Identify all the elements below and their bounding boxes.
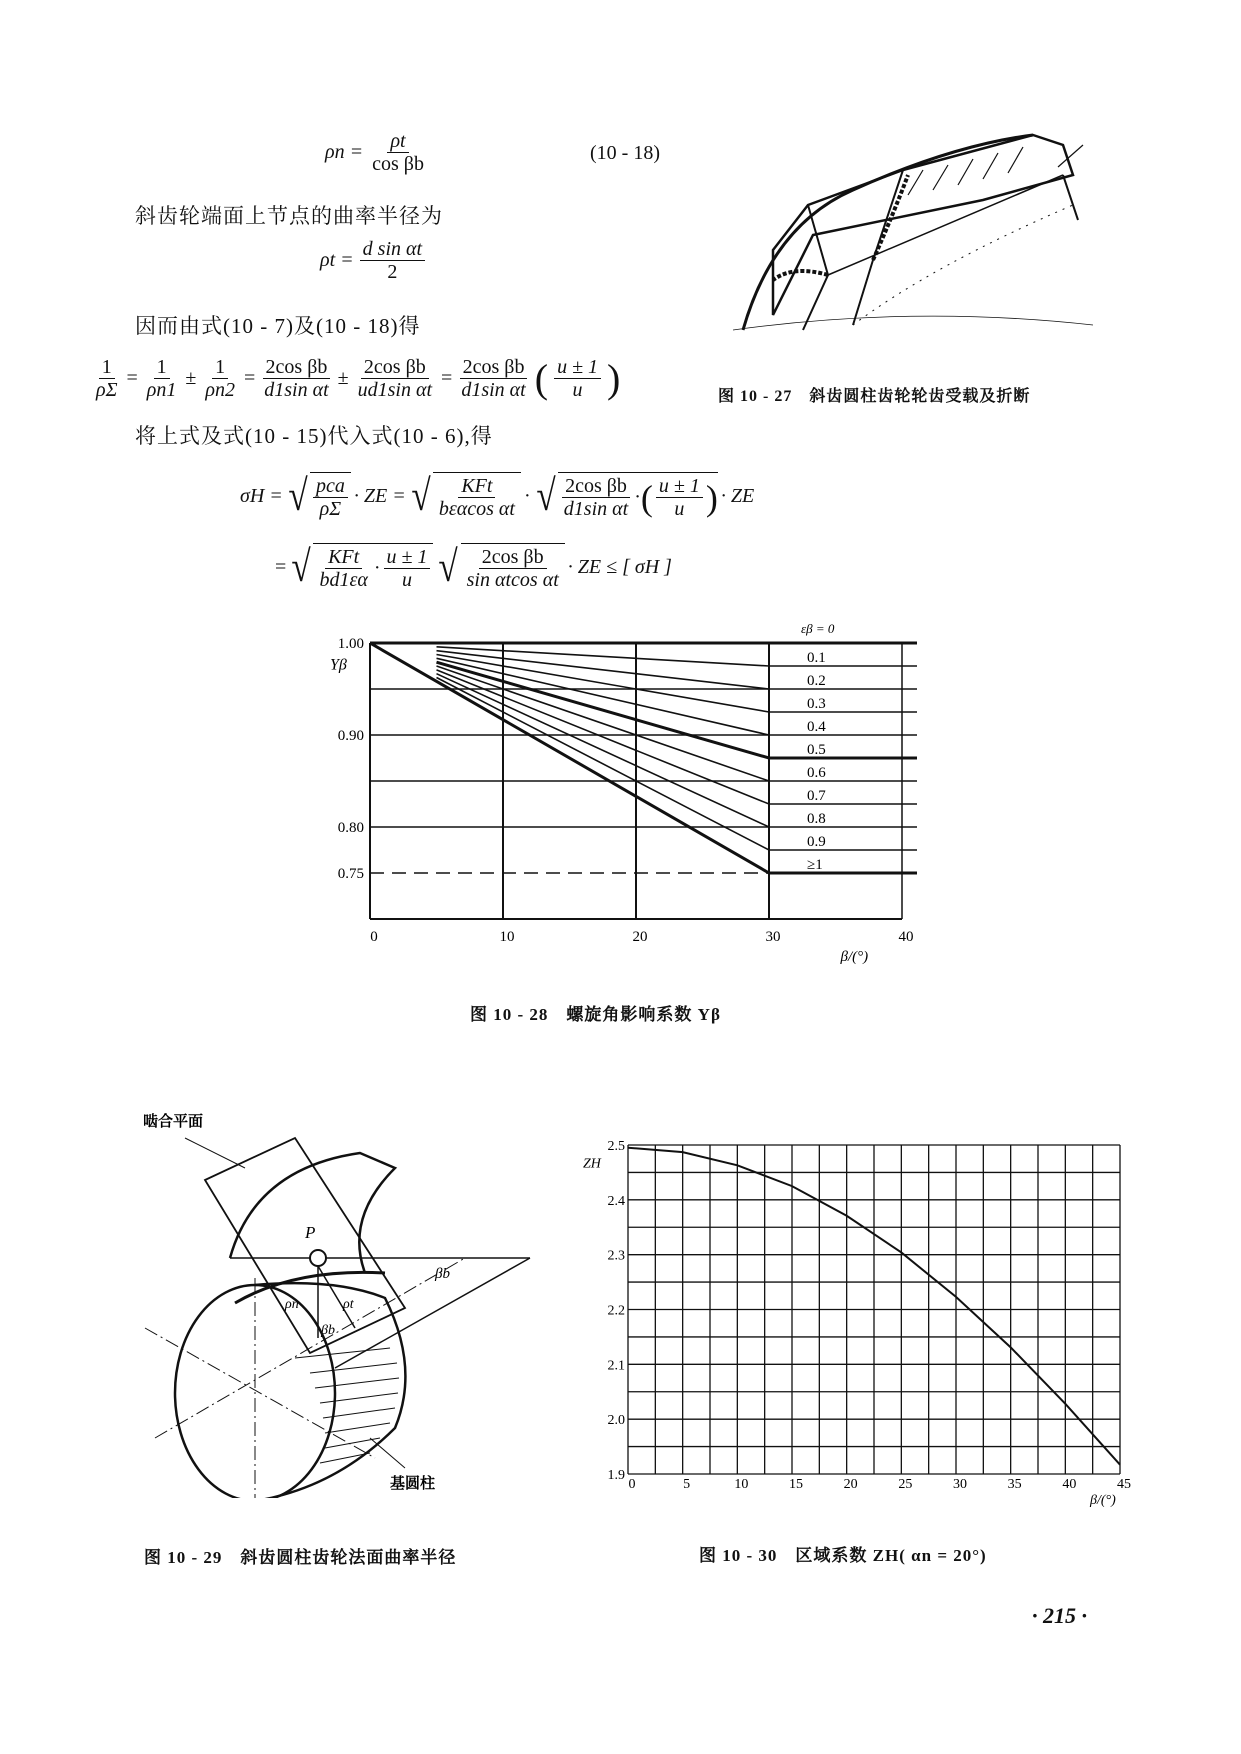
series-line-eps-0.9: [437, 678, 918, 851]
y-tick-label: 0.90: [337, 728, 364, 744]
plus-minus: ±: [185, 367, 197, 389]
helical-gear-normal-curvature-illustration: [135, 1108, 535, 1498]
denominator: u: [401, 569, 412, 591]
operator: ·: [373, 557, 381, 579]
legend-label: 0.7: [807, 788, 826, 804]
equation-sigma-h-line1: [240, 472, 754, 520]
y-tick-label: 0.75: [337, 866, 364, 882]
x-tick-label: 10: [734, 1477, 749, 1492]
fraction: [202, 356, 238, 401]
denominator: ρΣ: [96, 379, 118, 401]
legend-label: 0.1: [807, 650, 826, 666]
x-axis-label: β/(°): [840, 949, 869, 965]
paren-open: (: [534, 356, 549, 401]
x-tick-label: 30: [953, 1477, 967, 1492]
sqrt: √ $\frac{\text{2cos βb}}{\text{sin αtcos αt}}$: [436, 543, 564, 591]
numerator: pca: [313, 475, 348, 498]
operator: · ZE ≤ [ σH ]: [567, 555, 672, 578]
numerator: KFt: [325, 546, 362, 569]
fraction: [554, 356, 601, 401]
numerator: 2cos βb: [361, 356, 429, 379]
y-tick-label: 2.4: [607, 1193, 625, 1209]
x-tick-label: 45: [1117, 1477, 1131, 1492]
paragraph-text: 将上式及式(10 - 15)代入式(10 - 6),得: [135, 424, 493, 448]
denominator: ρn2: [205, 379, 235, 401]
legend-label: 0.6: [807, 765, 826, 781]
paragraph-text: 因而由式(10 - 7)及(10 - 18)得: [135, 314, 421, 338]
equals: =: [275, 555, 287, 578]
denominator: d1sin αt: [264, 379, 329, 401]
denominator: d1sin αt: [563, 498, 629, 520]
equation-curvature-sum: [90, 355, 620, 402]
x-tick-label: 40: [1062, 1477, 1077, 1492]
operator: ·: [634, 486, 641, 508]
fraction: [261, 356, 331, 401]
figure-10-29-caption: 图 10 - 29 斜齿圆柱齿轮法面曲率半径: [144, 1548, 457, 1567]
fraction: [458, 356, 528, 401]
legend-label: 0.8: [807, 811, 826, 827]
denominator: 2: [387, 261, 398, 283]
x-tick-label: 0: [628, 1477, 636, 1492]
x-tick-label: 40: [898, 929, 914, 945]
denominator: cos βb: [372, 153, 424, 175]
legend-label: 0.9: [807, 834, 826, 850]
legend-title: εβ = 0: [801, 621, 835, 636]
numerator: u ± 1: [656, 475, 703, 498]
sqrt: √ $\frac{\text{KFt}}{\text{bεαcos αt}}$: [409, 472, 521, 520]
fraction: [355, 356, 435, 401]
equation-rho-t: [320, 238, 428, 283]
denominator: u: [572, 379, 583, 401]
paragraph-text: 斜齿轮端面上节点的曲率半径为: [135, 204, 443, 228]
equation-sigma-h-line2: [275, 543, 672, 591]
denominator: sin αtcos αt: [466, 569, 559, 591]
x-tick-label: 25: [898, 1477, 913, 1492]
label-beta-b-inner: βb: [321, 1323, 335, 1338]
legend-label: 0.2: [807, 673, 826, 689]
x-tick-label: 30: [765, 929, 781, 945]
chart-helix-angle-factor: [300, 610, 940, 970]
eq-lhs: σH =: [240, 484, 283, 507]
y-tick-label: 0.80: [337, 820, 364, 836]
legend-label: 0.5: [807, 742, 826, 758]
numerator: ρt: [387, 130, 408, 153]
operator: · ZE: [720, 484, 755, 507]
equation-number: (10 - 18): [590, 142, 660, 164]
legend-label: ≥1: [807, 857, 823, 873]
y-tick-label: 2.2: [607, 1303, 625, 1319]
numerator: 1: [99, 356, 115, 379]
numerator: u ± 1: [554, 356, 601, 379]
denominator: bd1εα: [319, 569, 368, 591]
gear-tooth-load-illustration: [733, 115, 1093, 340]
plus-minus: ±: [337, 367, 349, 389]
denominator: bεαcos αt: [438, 498, 515, 520]
y-tick-label: 2.0: [607, 1413, 625, 1429]
denominator: ud1sin αt: [357, 379, 433, 401]
equals: =: [126, 367, 138, 389]
numerator: KFt: [458, 475, 495, 498]
x-tick-label: 15: [789, 1477, 803, 1492]
label-base-cylinder: 基圆柱: [390, 1476, 436, 1492]
denominator: u: [674, 498, 685, 520]
series-line-eps-0.5: [437, 662, 918, 758]
fraction: [360, 238, 425, 283]
eq-lhs: ρn =: [325, 141, 364, 163]
y-tick-label: 2.1: [607, 1358, 625, 1374]
sqrt: √ $\frac{\text{pca}}{\rho\Sigma}$: [286, 472, 351, 520]
figure-10-30-caption: 图 10 - 30 区域系数 ZH( αn = 20°): [699, 1546, 987, 1565]
fraction: [369, 130, 427, 175]
numerator: 2cos βb: [562, 475, 630, 498]
y-tick-label: 2.5: [607, 1139, 625, 1154]
x-tick-label: 20: [843, 1477, 858, 1492]
x-tick-label: 20: [632, 929, 648, 945]
numerator: 1: [212, 356, 228, 379]
legend-label: 0.3: [807, 696, 826, 712]
x-tick-label: 5: [683, 1477, 691, 1492]
y-tick-label: 2.3: [607, 1248, 625, 1264]
label-beta-b: βb: [435, 1266, 450, 1282]
numerator: u ± 1: [384, 546, 431, 569]
fraction: [93, 356, 120, 401]
figure-10-28-caption: 图 10 - 28 螺旋角影响系数 Yβ: [470, 1005, 721, 1024]
y-tick-label: 1.00: [337, 636, 364, 652]
numerator: d sin αt: [360, 238, 425, 261]
numerator: 2cos βb: [263, 356, 331, 379]
label-mesh-plane: 啮合平面: [143, 1114, 204, 1130]
y-tick-label: 1.9: [607, 1468, 625, 1483]
equals: =: [243, 367, 256, 389]
operator: · ZE =: [353, 484, 406, 507]
figure-10-27-caption: 图 10 - 27 斜齿圆柱齿轮轮齿受载及折断: [718, 388, 1031, 405]
equation-10-18: [325, 130, 430, 175]
series-line-eps-0.1: [437, 647, 918, 666]
operator: ·: [523, 484, 531, 507]
y-axis-label: ZH: [583, 1156, 601, 1172]
eq-lhs: ρt =: [320, 249, 354, 271]
x-tick-label: 35: [1007, 1477, 1022, 1492]
denominator: ρΣ: [319, 498, 342, 520]
denominator: ρn1: [146, 379, 177, 401]
equals: =: [441, 367, 453, 389]
sqrt: √ $\frac{\text{2cos βb}}{\text{d1sin αt}}$ · ( $\frac{u \pm 1}{u}$ ): [536, 471, 718, 520]
fraction: [144, 356, 180, 401]
legend-label: 0.4: [807, 719, 826, 735]
x-axis-label: β/(°): [1090, 1493, 1116, 1508]
x-tick-label: 0: [370, 929, 378, 945]
page-number: · 215 ·: [1032, 1603, 1087, 1628]
label-rho-t: ρt: [343, 1297, 354, 1312]
paren-close: ): [607, 356, 621, 401]
numerator: 2cos βb: [479, 546, 547, 569]
numerator: 2cos βb: [460, 356, 528, 379]
label-rho-n: ρn: [285, 1297, 299, 1312]
y-axis-label: Yβ: [330, 656, 347, 674]
denominator: d1sin αt: [461, 379, 526, 401]
sqrt: √ $\frac{\text{KFt}}{bd1\varepsilon\alpha}$ · $\frac{u \pm 1}{u}$: [289, 543, 433, 591]
x-tick-label: 10: [499, 929, 515, 945]
numerator: 1: [154, 356, 170, 379]
label-point-p: P: [305, 1223, 316, 1242]
chart-zone-factor: [575, 1125, 1155, 1515]
